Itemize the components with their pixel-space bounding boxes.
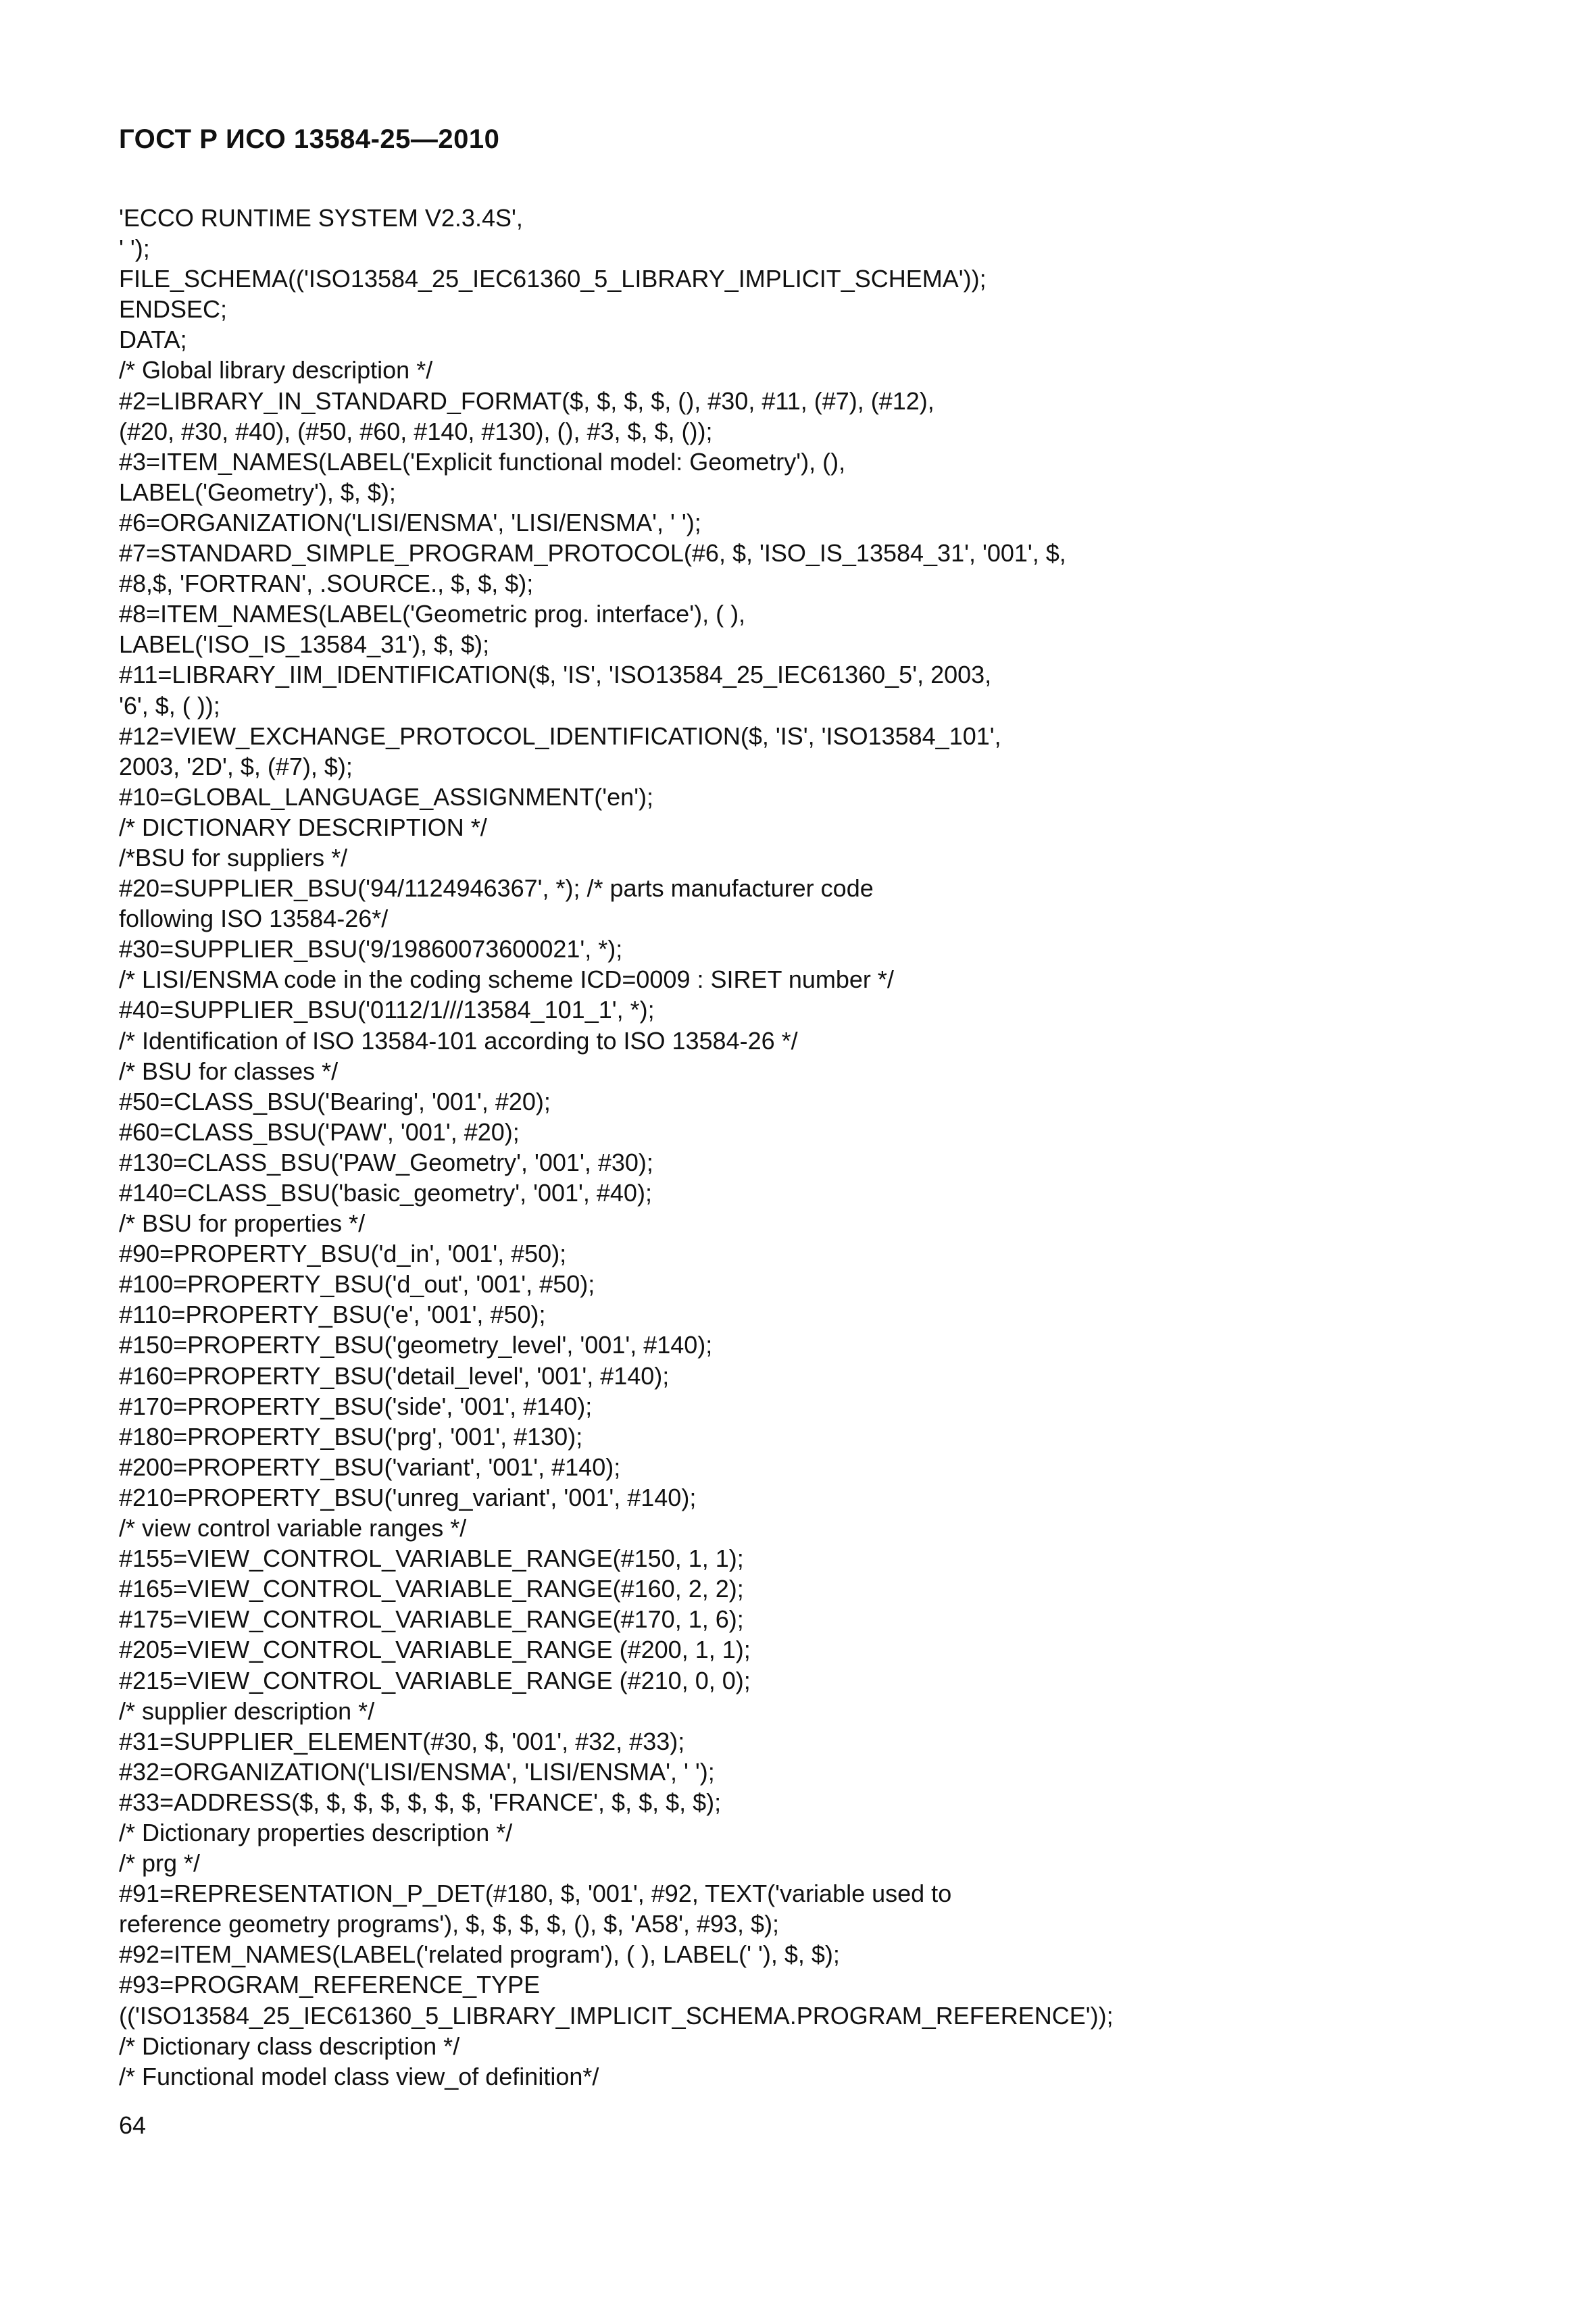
code-line: 'ECCO RUNTIME SYSTEM V2.3.4S', xyxy=(119,204,523,232)
code-line: #100=PROPERTY_BSU('d_out', '001', #50); xyxy=(119,1270,595,1299)
code-line: DATA; xyxy=(119,326,187,354)
code-line: #60=CLASS_BSU('PAW', '001', #20); xyxy=(119,1117,520,1146)
code-line: #93=PROGRAM_REFERENCE_TYPE xyxy=(119,1971,541,1999)
code-line: #2=LIBRARY_IN_STANDARD_FORMAT($, $, $, $, (), #30, #11, (#7), (#12), xyxy=(119,386,934,415)
code-line: #91=REPRESENTATION_P_DET(#180, $, '001', #92, TEXT('variable used to xyxy=(119,1880,952,1908)
code-line: #130=CLASS_BSU('PAW_Geometry', '001', #30); xyxy=(119,1148,653,1176)
code-line: /* BSU for classes */ xyxy=(119,1057,339,1085)
code-line: #10=GLOBAL_LANGUAGE_ASSIGNMENT('en'); xyxy=(119,782,654,811)
code-line: /* Functional model class view_of definition*/ xyxy=(119,2062,599,2090)
code-line: #210=PROPERTY_BSU('unreg_variant', '001', #140); xyxy=(119,1483,697,1511)
code-line: (('ISO13584_25_IEC61360_5_LIBRARY_IMPLICIT_SCHEMA.PROGRAM_REFERENCE')); xyxy=(119,2001,1114,2030)
page-number: 64 xyxy=(119,2111,147,2139)
code-line: LABEL('ISO_IS_13584_31'), $, $); xyxy=(119,630,490,659)
code-line: /* Global library description */ xyxy=(119,356,433,384)
code-line: #12=VIEW_EXCHANGE_PROTOCOL_IDENTIFICATION($, 'IS', 'ISO13584_101', xyxy=(119,722,1001,750)
code-line: #180=PROPERTY_BSU('prg', '001', #130); xyxy=(119,1422,583,1451)
code-line: #33=ADDRESS($, $, $, $, $, $, $, 'FRANCE', $, $, $, $); xyxy=(119,1788,722,1816)
code-line: ' '); xyxy=(119,234,150,263)
code-line: /* supplier description */ xyxy=(119,1696,375,1725)
code-line: #110=PROPERTY_BSU('e', '001', #50); xyxy=(119,1301,546,1329)
code-line: #175=VIEW_CONTROL_VARIABLE_RANGE(#170, 1, 6); xyxy=(119,1605,744,1634)
code-line: /* view control variable ranges */ xyxy=(119,1514,467,1542)
code-line: #40=SUPPLIER_BSU('0112/1///13584_101_1', *); xyxy=(119,996,655,1024)
code-line: /* Dictionary properties description */ xyxy=(119,1818,513,1846)
code-line: #165=VIEW_CONTROL_VARIABLE_RANGE(#160, 2, 2); xyxy=(119,1575,744,1603)
code-line: #170=PROPERTY_BSU('side', '001', #140); xyxy=(119,1392,593,1420)
code-line: /* BSU for properties */ xyxy=(119,1209,366,1238)
code-line: ENDSEC; xyxy=(119,295,228,324)
code-line: #155=VIEW_CONTROL_VARIABLE_RANGE(#150, 1, 1); xyxy=(119,1544,744,1573)
code-line: #8=ITEM_NAMES(LABEL('Geometric prog. interface'), ( ), xyxy=(119,600,746,628)
code-line: LABEL('Geometry'), $, $); xyxy=(119,478,396,506)
document-header: ГОСТ Р ИСО 13584-25—2010 xyxy=(119,124,500,154)
code-line: #92=ITEM_NAMES(LABEL('related program'), ( ), LABEL(' '), $, $); xyxy=(119,1940,840,1969)
code-line: /* LISI/ENSMA code in the coding scheme ICD=0009 : SIRET number */ xyxy=(119,965,894,994)
code-line: #90=PROPERTY_BSU('d_in', '001', #50); xyxy=(119,1240,567,1268)
code-line: #20=SUPPLIER_BSU('94/1124946367', *); /* parts manufacturer code xyxy=(119,874,874,903)
code-listing xyxy=(119,203,1538,2092)
code-line: /* Identification of ISO 13584-101 according to ISO 13584-26 */ xyxy=(119,1026,798,1055)
code-line: #31=SUPPLIER_ELEMENT(#30, $, '001', #32, #33); xyxy=(119,1727,685,1755)
code-line: #8,$, 'FORTRAN', .SOURCE., $, $, $); xyxy=(119,570,534,598)
code-line: '6', $, ( )); xyxy=(119,691,220,720)
code-line: /* prg */ xyxy=(119,1849,201,1878)
code-line: #6=ORGANIZATION('LISI/ENSMA', 'LISI/ENSMA', ' '); xyxy=(119,508,701,536)
code-line: following ISO 13584-26*/ xyxy=(119,905,389,933)
code-line: #160=PROPERTY_BSU('detail_level', '001', #140); xyxy=(119,1361,670,1390)
code-line: #32=ORGANIZATION('LISI/ENSMA', 'LISI/ENSMA', ' '); xyxy=(119,1757,715,1786)
code-line: #140=CLASS_BSU('basic_geometry', '001', #40); xyxy=(119,1179,652,1207)
code-line: (#20, #30, #40), (#50, #60, #140, #130), (), #3, $, $, ()); xyxy=(119,417,713,445)
code-line: #205=VIEW_CONTROL_VARIABLE_RANGE (#200, 1, 1); xyxy=(119,1636,751,1664)
code-line: #50=CLASS_BSU('Bearing', '001', #20); xyxy=(119,1087,551,1115)
code-line: 2003, '2D', $, (#7), $); xyxy=(119,752,353,780)
code-line: /* DICTIONARY DESCRIPTION */ xyxy=(119,813,487,841)
code-line: #11=LIBRARY_IIM_IDENTIFICATION($, 'IS', 'ISO13584_25_IEC61360_5', 2003, xyxy=(119,661,992,689)
code-line: #3=ITEM_NAMES(LABEL('Explicit functional model: Geometry'), (), xyxy=(119,447,846,476)
code-line: reference geometry programs'), $, $, $, $, (), $, 'A58', #93, $); xyxy=(119,1910,780,1938)
code-line: /* Dictionary class description */ xyxy=(119,2032,460,2060)
code-line: #200=PROPERTY_BSU('variant', '001', #140); xyxy=(119,1453,621,1481)
code-line: #215=VIEW_CONTROL_VARIABLE_RANGE (#210, 0, 0); xyxy=(119,1666,751,1694)
code-line: /*BSU for suppliers */ xyxy=(119,843,348,872)
code-line: #150=PROPERTY_BSU('geometry_level', '001', #140); xyxy=(119,1331,713,1359)
code-line: FILE_SCHEMA(('ISO13584_25_IEC61360_5_LIBRARY_IMPLICIT_SCHEMA')); xyxy=(119,265,987,293)
code-line: #7=STANDARD_SIMPLE_PROGRAM_PROTOCOL(#6, $, 'ISO_IS_13584_31', '001', $, xyxy=(119,539,1066,568)
code-line: #30=SUPPLIER_BSU('9/19860073600021', *); xyxy=(119,935,623,963)
